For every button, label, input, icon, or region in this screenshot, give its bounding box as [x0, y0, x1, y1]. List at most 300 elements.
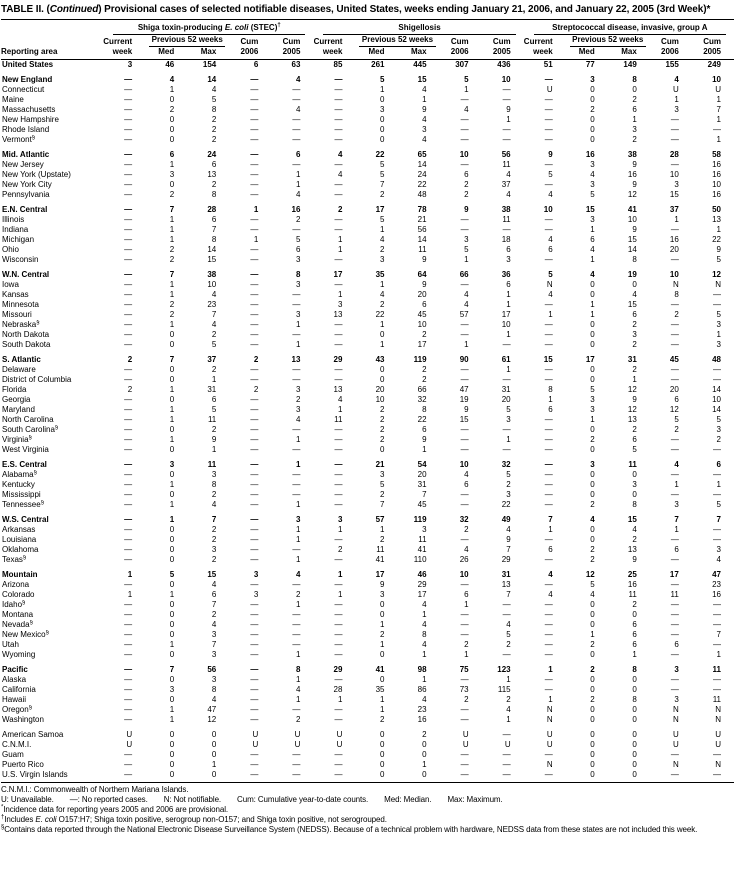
col-cum-1a: Cum [240, 37, 259, 46]
nedss-marker: § [36, 320, 40, 326]
stec-label-italic: E. coli [224, 23, 249, 32]
value-cell: — [502, 760, 511, 769]
value-cell: — [544, 685, 553, 694]
value-cell: 5 [380, 75, 385, 84]
value-cell: 57 [375, 515, 385, 524]
value-cell: 9 [506, 535, 511, 544]
reporting-area-cell: Pacific [2, 665, 28, 674]
value-cell: 1 [674, 215, 679, 224]
group-header-stec [103, 20, 313, 36]
value-cell: 4 [380, 235, 385, 244]
table-row [1, 95, 734, 105]
reporting-area-cell: Delaware [2, 365, 36, 374]
value-cell: — [544, 115, 553, 124]
value-cell: 0 [145, 770, 187, 783]
value-cell: 3 [211, 630, 217, 639]
value-cell: 0 [169, 535, 175, 544]
value-cell: 6 [211, 215, 217, 224]
value-cell: 3 [295, 405, 301, 414]
value-cell: 13 [333, 385, 343, 394]
value-cell: — [124, 190, 133, 199]
value-cell: 31 [207, 385, 217, 394]
table-row [1, 255, 734, 265]
value-cell: 15 [543, 355, 553, 364]
reporting-area-cell: Alabama§ [2, 470, 37, 479]
value-cell: — [124, 545, 133, 554]
reporting-area-cell: New York City [2, 180, 52, 189]
value-cell: 3 [716, 545, 721, 554]
value-cell: — [460, 610, 469, 619]
value-cell: 26 [459, 555, 469, 564]
group-header-shigellosis [313, 20, 523, 36]
nedss-marker: § [40, 500, 45, 506]
value-cell: — [460, 760, 469, 769]
value-cell: 1 [295, 340, 301, 349]
value-cell: 0 [380, 445, 385, 454]
value-cell: 16 [712, 190, 721, 199]
table-row [1, 415, 734, 425]
value-cell: — [460, 425, 469, 434]
value-cell: — [713, 445, 721, 454]
table-row [1, 60, 734, 71]
value-cell: 31 [501, 385, 511, 394]
value-cell: — [250, 270, 259, 279]
reporting-area-cell: West Virginia [2, 445, 49, 454]
value-cell: 4 [211, 320, 217, 329]
value-cell: 5 [380, 480, 385, 489]
value-cell: — [250, 395, 259, 404]
value-cell: — [544, 95, 553, 104]
value-cell: 0 [380, 375, 385, 384]
value-cell: 45 [669, 355, 679, 364]
reporting-area-cell: Mid. Atlantic [2, 150, 50, 159]
value-cell: 3 [506, 415, 511, 424]
value-cell: 0 [169, 695, 175, 704]
value-cell: 307 [455, 60, 469, 69]
value-cell: — [250, 95, 259, 104]
col-max-2: Max [398, 47, 440, 60]
value-cell: — [460, 490, 469, 499]
value-cell: — [124, 405, 133, 414]
value-cell: 1 [169, 320, 175, 329]
value-cell: — [250, 600, 259, 609]
value-cell: 2 [295, 715, 301, 724]
reporting-area-cell: Oregon§ [2, 705, 33, 714]
value-cell: 1 [464, 340, 469, 349]
value-cell: — [229, 770, 271, 783]
value-cell: 1 [169, 480, 175, 489]
value-cell: N [715, 760, 721, 769]
value-cell: 4 [716, 555, 721, 564]
value-cell: 0 [169, 580, 175, 589]
value-cell: 5 [716, 415, 721, 424]
col-max-3: Max [608, 47, 650, 60]
value-cell: 0 [590, 375, 595, 384]
value-cell: 4 [674, 460, 679, 469]
value-cell: 21 [417, 215, 427, 224]
value-cell: — [124, 300, 133, 309]
value-cell: — [250, 105, 259, 114]
value-cell: 1 [464, 600, 469, 609]
value-cell: 0 [422, 750, 427, 759]
reporting-area-cell: Minnesota [2, 300, 39, 309]
value-cell: — [124, 245, 133, 254]
value-cell: — [544, 750, 553, 759]
value-cell: — [124, 460, 133, 469]
value-cell: 10 [627, 215, 637, 224]
symbol-legend [1, 795, 734, 805]
table-row [1, 365, 734, 375]
value-cell: U [673, 740, 679, 749]
value-cell: — [271, 770, 313, 783]
value-cell: 10 [501, 320, 511, 329]
value-cell: — [544, 630, 553, 639]
value-cell: 154 [202, 60, 217, 69]
reporting-area-cell: Louisiana [2, 535, 37, 544]
value-cell: 6 [674, 395, 679, 404]
value-cell: — [334, 460, 343, 469]
value-cell: — [502, 425, 511, 434]
value-cell: — [124, 225, 133, 234]
value-cell: — [124, 610, 133, 619]
value-cell: 1 [590, 630, 595, 639]
value-cell: 7 [422, 490, 427, 499]
table-row [1, 705, 734, 715]
reporting-area-cell: E.N. Central [2, 205, 48, 214]
value-cell: — [124, 280, 133, 289]
value-cell: 3 [674, 665, 679, 674]
value-cell: 0 [169, 675, 175, 684]
value-cell: — [292, 630, 301, 639]
value-cell: 19 [627, 270, 637, 279]
value-cell: — [250, 620, 259, 629]
table-row [1, 760, 734, 770]
value-cell: 1 [506, 715, 511, 724]
value-cell: 0 [380, 750, 385, 759]
table-row [1, 160, 734, 170]
empty-cell [1, 35, 103, 47]
table-row [1, 545, 734, 555]
value-cell: 31 [417, 480, 427, 489]
value-cell: — [334, 105, 343, 114]
value-cell: 11 [207, 460, 217, 469]
value-cell: 2 [169, 300, 175, 309]
value-cell: 7 [506, 590, 511, 599]
value-cell: 1 [338, 245, 343, 254]
value-cell: 23 [207, 300, 217, 309]
value-cell: — [670, 610, 679, 619]
value-cell: — [334, 490, 343, 499]
value-cell: — [124, 435, 133, 444]
value-cell: — [334, 85, 343, 94]
value-cell: — [250, 180, 259, 189]
value-cell: — [250, 125, 259, 134]
value-cell: 0 [590, 280, 595, 289]
value-cell: 0 [169, 135, 175, 144]
value-cell: 5 [211, 405, 217, 414]
table-row [1, 435, 734, 445]
value-cell: 0 [590, 535, 595, 544]
value-cell: 2 [422, 330, 427, 339]
value-cell: — [334, 225, 343, 234]
value-cell: 9 [716, 245, 721, 254]
value-cell: 3 [716, 340, 721, 349]
value-cell: 2 [632, 425, 637, 434]
value-cell: 8 [632, 695, 637, 704]
notifiable-diseases-table [1, 19, 734, 783]
footnote-dagger-post: O157:H7; Shiga toxin positive, serogroup non-O157; and Shiga toxin positive, not serogrouped. [56, 815, 387, 824]
value-cell: 6 [632, 620, 637, 629]
value-cell: 3 [590, 215, 595, 224]
value-cell: — [502, 95, 511, 104]
value-cell: 22 [375, 150, 385, 159]
reporting-area-cell: Pennsylvania [2, 190, 50, 199]
value-cell: 13 [207, 170, 217, 179]
value-cell: — [292, 705, 301, 714]
value-cell: 29 [333, 355, 343, 364]
value-cell: — [334, 480, 343, 489]
value-cell: 13 [501, 580, 511, 589]
value-cell: — [124, 580, 133, 589]
table-row [1, 535, 734, 545]
value-cell: — [334, 705, 343, 714]
value-cell: 0 [632, 715, 637, 724]
value-cell: — [250, 425, 259, 434]
value-cell: 14 [417, 235, 427, 244]
value-cell: — [250, 525, 259, 534]
table-row [1, 350, 734, 365]
table-row [1, 170, 734, 180]
value-cell: — [670, 125, 679, 134]
value-cell: 1 [506, 330, 511, 339]
value-cell: — [460, 125, 469, 134]
reporting-area-cell: Utah [2, 640, 19, 649]
value-cell: — [292, 760, 301, 769]
value-cell: 8 [548, 385, 553, 394]
value-cell: 1 [632, 650, 637, 659]
value-cell: 5 [211, 340, 217, 349]
reporting-area-cell: Guam [2, 750, 24, 759]
value-cell: — [460, 320, 469, 329]
value-cell: — [334, 375, 343, 384]
value-cell: 6 [674, 640, 679, 649]
value-cell: 6 [422, 425, 427, 434]
value-cell: 43 [375, 355, 385, 364]
value-cell: 1 [632, 375, 637, 384]
table-row [1, 395, 734, 405]
value-cell: 18 [501, 235, 511, 244]
value-cell: 54 [417, 460, 427, 469]
value-cell: — [250, 545, 259, 554]
star-marker: * [1, 804, 4, 811]
value-cell: 2 [632, 135, 637, 144]
value-cell: 4 [632, 290, 637, 299]
value-cell: — [334, 555, 343, 564]
value-cell: 4 [295, 105, 301, 114]
reporting-area-cell: New Jersey [2, 160, 44, 169]
table-row [1, 590, 734, 600]
table-row [1, 310, 734, 320]
value-cell: 0 [169, 395, 175, 404]
value-cell: 13 [627, 545, 637, 554]
value-cell: 3 [674, 695, 679, 704]
col-prev52-3: Previous 52 weeks [566, 35, 650, 47]
value-cell: 10 [543, 205, 553, 214]
value-cell: 2 [632, 365, 637, 374]
value-cell: 1 [380, 225, 385, 234]
value-cell: 12 [669, 405, 679, 414]
reporting-area-cell: Nevada§ [2, 620, 33, 629]
value-cell: — [544, 555, 553, 564]
value-cell: 3 [464, 235, 469, 244]
value-cell: — [124, 630, 133, 639]
value-cell: — [124, 205, 133, 214]
value-cell: 16 [291, 205, 301, 214]
value-cell: — [544, 180, 553, 189]
value-cell: 1 [338, 405, 343, 414]
reporting-area-cell: American Samoa [2, 730, 64, 739]
reporting-area-cell: Connecticut [2, 85, 45, 94]
value-cell: 6 [632, 630, 637, 639]
value-cell: 4 [422, 695, 427, 704]
value-cell: 15 [627, 235, 637, 244]
value-cell: — [544, 135, 553, 144]
value-cell: — [713, 470, 721, 479]
value-cell: 0 [590, 425, 595, 434]
value-cell: — [334, 75, 343, 84]
value-cell: — [250, 310, 259, 319]
value-cell: 4 [506, 620, 511, 629]
value-cell: 1 [295, 650, 301, 659]
value-cell: 6 [716, 460, 721, 469]
value-cell: — [502, 750, 511, 759]
value-cell: 6 [506, 245, 511, 254]
value-cell: 38 [501, 205, 511, 214]
value-cell: 3 [211, 675, 217, 684]
reporting-area-cell: New Hampshire [2, 115, 59, 124]
col-max-1: Max [187, 47, 229, 60]
value-cell: — [250, 435, 259, 444]
value-cell: 7 [211, 515, 217, 524]
value-cell: 14 [712, 385, 721, 394]
reporting-area-cell: C.N.M.I. [2, 740, 32, 749]
value-cell: — [124, 375, 133, 384]
value-cell: 8 [211, 685, 217, 694]
value-cell: 1 [548, 525, 553, 534]
value-cell: 2 [422, 375, 427, 384]
value-cell: 15 [585, 205, 595, 214]
table-row [1, 70, 734, 85]
nedss-marker: § [33, 470, 37, 476]
value-cell: 0 [380, 675, 385, 684]
col-2006-2: 2006 [440, 47, 482, 60]
reporting-area-cell: Mountain [2, 570, 38, 579]
value-cell: 0 [380, 135, 385, 144]
col-week-3: week [524, 47, 566, 60]
value-cell: 2 [211, 365, 217, 374]
value-cell: 9 [464, 405, 469, 414]
value-cell: 5 [590, 385, 595, 394]
value-cell: 1 [590, 255, 595, 264]
value-cell: — [544, 105, 553, 114]
value-cell: 2 [674, 310, 679, 319]
reporting-area-cell: Kentucky [2, 480, 35, 489]
value-cell: — [292, 85, 301, 94]
value-cell: 0 [590, 675, 595, 684]
value-cell: — [124, 535, 133, 544]
value-cell: 50 [712, 205, 721, 214]
value-cell: — [334, 340, 343, 349]
value-cell: 14 [627, 245, 637, 254]
value-cell: 1 [253, 235, 259, 244]
value-cell: 17 [417, 590, 427, 599]
value-cell: 48 [417, 190, 427, 199]
value-cell: — [670, 160, 679, 169]
reporting-area-cell: Virginia§ [2, 435, 32, 444]
value-cell: 7 [716, 515, 721, 524]
value-cell: 5 [548, 270, 553, 279]
value-cell: 0 [187, 770, 229, 783]
value-cell: 0 [590, 290, 595, 299]
value-cell: — [292, 135, 301, 144]
value-cell: — [544, 600, 553, 609]
value-cell: 4 [590, 270, 595, 279]
value-cell: N [673, 760, 679, 769]
value-cell: 10 [375, 395, 385, 404]
value-cell: — [124, 395, 133, 404]
value-cell: 4 [548, 190, 553, 199]
value-cell: 4 [338, 395, 343, 404]
value-cell: — [250, 365, 259, 374]
table-row [1, 455, 734, 470]
value-cell: 77 [585, 60, 595, 69]
value-cell: 0 [380, 730, 385, 739]
value-cell: N [673, 705, 679, 714]
reporting-area-cell: Maine [2, 95, 24, 104]
value-cell: 6 [632, 435, 637, 444]
value-cell: 46 [165, 60, 175, 69]
value-cell: 6 [464, 590, 469, 599]
value-cell: 11 [628, 590, 637, 599]
value-cell: 0 [590, 135, 595, 144]
value-cell: 2 [169, 105, 175, 114]
value-cell: 1 [295, 600, 301, 609]
value-cell: — [544, 640, 553, 649]
value-cell: 1 [716, 650, 721, 659]
value-cell: 445 [413, 60, 427, 69]
value-cell: 3 [169, 460, 175, 469]
reporting-area-cell: W.S. Central [2, 515, 49, 524]
value-cell: 41 [375, 555, 385, 564]
value-cell: — [544, 215, 553, 224]
value-cell: 46 [417, 570, 427, 579]
value-cell: — [670, 620, 679, 629]
value-cell: — [124, 330, 133, 339]
value-cell: — [544, 435, 553, 444]
value-cell: — [124, 105, 133, 114]
col-cum-3a: Cum [661, 37, 679, 46]
value-cell: — [124, 515, 133, 524]
value-cell: 0 [380, 95, 385, 104]
value-cell: — [502, 340, 511, 349]
value-cell: N [715, 280, 721, 289]
title-text-rest: ) Provisional cases of selected notifiable diseases, United States, weeks ending January 21, 2006, and January 22, 2005 (3rd Week)* [98, 4, 711, 15]
value-cell: 0 [590, 330, 595, 339]
reporting-area-cell: Montana [2, 610, 34, 619]
value-cell: — [334, 190, 343, 199]
value-cell: 1 [548, 695, 553, 704]
value-cell: 2 [590, 105, 595, 114]
